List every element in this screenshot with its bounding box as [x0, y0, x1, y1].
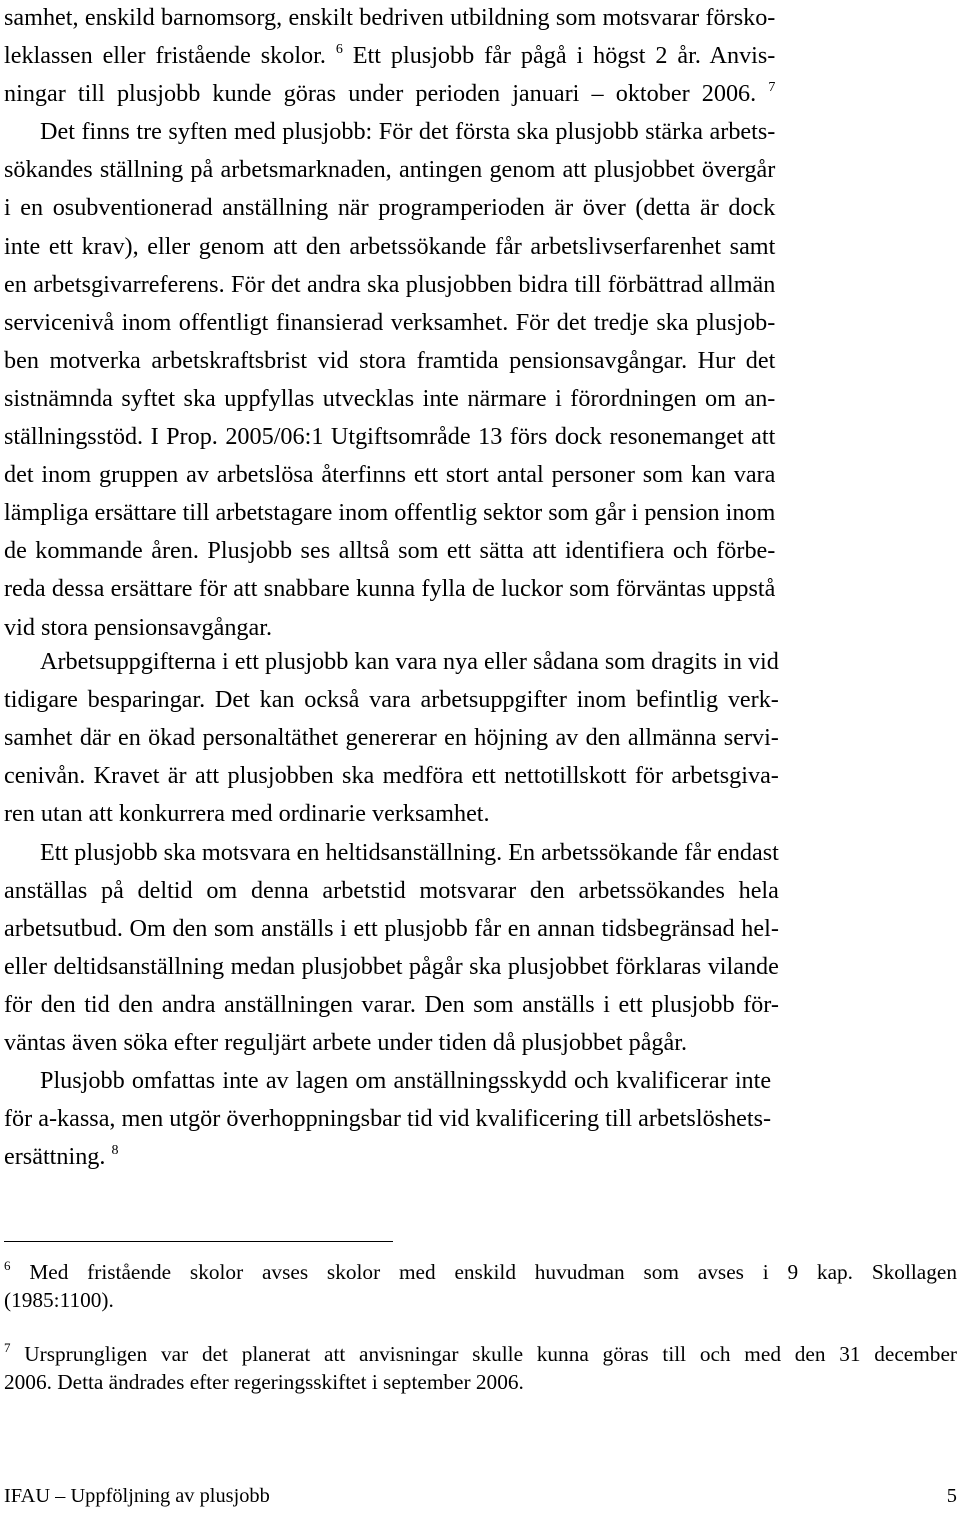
text-segment: Ursprungligen var det planerat att anvisningar skulle kunna göras till och med den 31 december — [24, 1342, 958, 1366]
text-line: tidigare besparingar. Det kan också vara arbetsuppgifter inom befintlig verk- — [4, 686, 779, 714]
text-line: de kommande åren. Plusjobb ses alltså som ett sätta att identifiera och förbe- — [4, 537, 776, 565]
text-segment: Ett plusjobb får pågå i högst 2 år. Anvis- — [352, 42, 776, 70]
text-segment: ersättning. — [4, 1143, 106, 1171]
text-line: servicenivå inom offentligt finansierad verksamhet. För det tredje ska plusjob- — [4, 308, 776, 336]
text-line: Ett plusjobb ska motsvara en heltidsanställning. En arbetssökande får endast — [40, 839, 779, 866]
text-line: det inom gruppen av arbetslösa återfinns ett stort antal personer som kan vara — [4, 461, 776, 489]
page-number: 5 — [946, 1485, 957, 1507]
text-line: för den tid den andra anställningen varar. Den som anställs i ett plusjobb för- — [4, 991, 779, 1019]
text-line: Plusjobb omfattas inte av lagen om anställningsskydd och kvalificerar inte — [40, 1067, 772, 1094]
text-line: en arbetsgivarreferens. För det andra ska plusjobben bidra till förbättrad allmän — [4, 270, 776, 298]
footnote-ref-7[interactable]: 7 — [768, 80, 776, 96]
footnote-ref-8[interactable]: 8 — [111, 1143, 119, 1159]
text-line: Arbetsuppgifterna i ett plusjobb kan vara nya eller sådana som dragits in vid — [40, 648, 779, 675]
text-line: väntas även söka efter reguljärt arbete under tiden då plusjobbet pågår. — [4, 1029, 688, 1057]
text-line: cenivån. Kravet är att plusjobben ska medföra ett nettotillskott för arbetsgiva- — [4, 762, 779, 790]
text-line: ställningsstöd. I Prop. 2005/06:1 Utgiftsområde 13 förs dock resonemanget att — [4, 423, 776, 451]
text-line: reda dessa ersättare för att snabbare kunna fylla de luckor som förväntas uppstå — [4, 575, 776, 603]
text-line: för a-kassa, men utgör överhoppningsbar tid vid kvalificering till arbetslöshets- — [4, 1105, 772, 1133]
footnote-6 — [4, 1258, 957, 1315]
paragraph-employment-protection — [4, 1062, 771, 1176]
text-line: i en osubventionerad anställning när programperioden är över (detta är dock — [4, 194, 776, 222]
text-line — [4, 1340, 957, 1368]
text-line — [4, 1138, 771, 1176]
text-line: samhet, enskild barnomsorg, enskilt bedriven utbildning som motsvarar försko- — [4, 4, 776, 31]
footnote-ref-6[interactable]: 6 — [335, 42, 343, 58]
paragraph-purposes — [4, 0, 775, 647]
paragraph-fulltime — [4, 834, 779, 1063]
text-line: ren utan att konkurrera med ordinarie verksamhet. — [4, 800, 490, 828]
text-line: lämpliga ersättare till arbetstagare inom offentlig sektor som går i pension inom — [4, 499, 776, 527]
text-line: sökandes ställning på arbetsmarknaden, antingen genom att plusjobbet övergår — [4, 156, 776, 184]
text-line: sistnämnda syftet ska uppfyllas utvecklas inte närmare i förordningen om an- — [4, 384, 776, 412]
footnote-number: 6 — [4, 1258, 11, 1273]
paragraph-tasks — [4, 643, 779, 833]
footnote-separator — [4, 1241, 393, 1242]
text-line: inte ett krav), eller genom att den arbetssökande får arbetslivserfarenhet samt — [4, 232, 776, 260]
text-line: eller deltidsanställning medan plusjobbet pågår ska plusjobbet förklaras vilande — [4, 953, 779, 981]
text-segment: Med fristående skolor avses skolor med enskild huvudman som avses i 9 kap. Skollagen — [29, 1260, 957, 1284]
text-line — [4, 1258, 957, 1286]
text-line: vid stora pensionsavgångar. — [4, 613, 273, 641]
text-line: arbetsutbud. Om den som anställs i ett plusjobb får en annan tidsbegränsad hel- — [4, 915, 779, 943]
text-segment: ningar till plusjobb kunde göras under perioden januari – oktober 2006. — [4, 80, 757, 108]
footnote-number: 7 — [4, 1340, 11, 1355]
text-line — [4, 75, 775, 113]
text-line: (1985:1100). — [4, 1288, 114, 1313]
text-segment: leklassen eller fristående skolor. — [4, 42, 326, 70]
footnote-7 — [4, 1340, 957, 1397]
text-line: 2006. Detta ändrades efter regeringsskiftet i september 2006. — [4, 1370, 524, 1395]
text-line: samhet där en ökad personaltäthet genererar en höjning av den allmänna servi- — [4, 724, 779, 752]
text-line — [4, 37, 775, 75]
footer-title: IFAU – Uppföljning av plusjobb — [4, 1485, 270, 1507]
text-line: anställas på deltid om denna arbetstid motsvarar den arbetssökandes hela — [4, 877, 779, 905]
text-line: Det finns tre syften med plusjobb: För det första ska plusjobb stärka arbets- — [40, 118, 776, 146]
text-line: ben motverka arbetskraftsbrist vid stora framtida pensionsavgångar. Hur det — [4, 346, 776, 374]
